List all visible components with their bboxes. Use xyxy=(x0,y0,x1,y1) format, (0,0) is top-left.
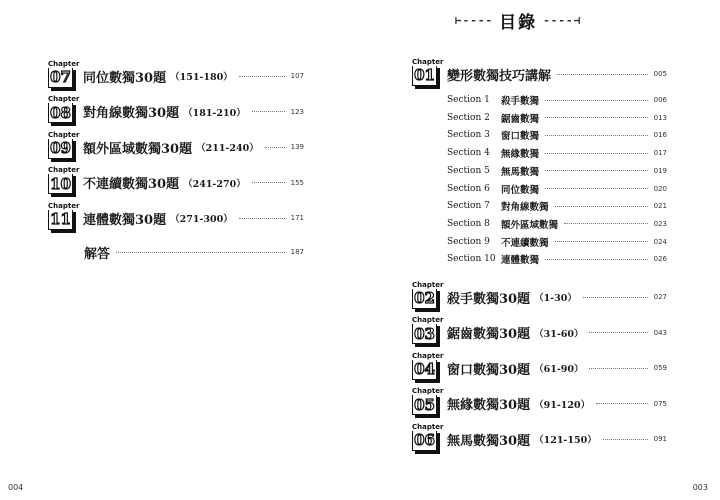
chapter-range: （271-300） xyxy=(170,214,233,225)
header-decoration-left: ⊢---- xyxy=(455,14,494,27)
chapter-badge xyxy=(48,95,80,125)
dot-leader xyxy=(545,117,648,118)
toc-entry-section[interactable] xyxy=(447,199,667,213)
chapter-badge xyxy=(412,422,444,453)
chapter-badge xyxy=(412,316,444,346)
header-decoration-right: ----⊣ xyxy=(543,14,582,27)
toc-entry-answers[interactable] xyxy=(84,238,304,266)
chapter-tag: Chapter xyxy=(412,351,444,360)
chapter-range: （91-120） xyxy=(534,399,591,411)
page-number: 026 xyxy=(653,255,667,264)
right-page xyxy=(360,0,720,500)
chapter-tag: Chapter xyxy=(48,166,80,174)
chapter-title: 額外區域數獨30題 xyxy=(83,141,193,157)
toc-entry-section[interactable] xyxy=(447,164,667,178)
page-number: 059 xyxy=(653,364,667,372)
page-number: 155 xyxy=(290,178,304,187)
chapter-tag: Chapter xyxy=(412,57,444,66)
section-label: Section 6 xyxy=(447,183,490,194)
dot-leader xyxy=(239,76,285,77)
section-label: Section 5 xyxy=(447,165,490,176)
toc-entry-chapter[interactable] xyxy=(412,422,667,453)
dot-leader xyxy=(545,100,648,101)
chapter-badge xyxy=(48,130,80,161)
chapter-tag: Chapter xyxy=(48,59,80,68)
chapter-tag: Chapter xyxy=(412,280,444,289)
chapter-range: （31-60） xyxy=(534,328,584,340)
page-number: 013 xyxy=(653,113,667,122)
chapter-title: 不連續數獨30題 xyxy=(83,177,180,192)
chapter-badge xyxy=(412,57,444,88)
chapter-number: 05 xyxy=(414,395,435,414)
chapter-tag: Chapter xyxy=(412,316,444,324)
dot-leader xyxy=(555,206,648,207)
dot-leader xyxy=(545,135,648,136)
dot-leader xyxy=(589,332,647,333)
chapter-tag: Chapter xyxy=(48,95,80,103)
dot-leader xyxy=(596,403,648,404)
chapter-title: 窗口數獨30題 xyxy=(447,362,531,378)
section-title: 鋸齒數獨 xyxy=(501,113,540,125)
section-label: Section 8 xyxy=(447,218,490,229)
dot-leader xyxy=(557,74,648,75)
chapter-tag: Chapter xyxy=(412,387,444,395)
chapter-tag: Chapter xyxy=(412,422,444,431)
dot-leader xyxy=(603,439,648,440)
page-number: 020 xyxy=(653,184,667,193)
section-title: 額外區域數獨 xyxy=(501,219,559,231)
dot-leader xyxy=(545,259,648,260)
toc-entry-chapter[interactable] xyxy=(412,280,667,311)
chapter-title: 同位數獨30題 xyxy=(83,70,167,86)
chapter-tag: Chapter xyxy=(48,130,80,139)
page-number: 017 xyxy=(653,149,667,158)
chapter-range: （211-240） xyxy=(196,143,259,154)
page-number: 187 xyxy=(290,248,304,256)
dot-leader xyxy=(545,153,648,154)
page-number: 006 xyxy=(653,96,667,104)
chapter-badge xyxy=(412,280,444,311)
chapter-badge xyxy=(412,387,444,417)
page-number: 107 xyxy=(290,72,304,80)
chapter-title: 無馬數獨30題 xyxy=(447,433,531,449)
toc-entry-section[interactable] xyxy=(447,146,667,160)
section-title: 對角線數獨 xyxy=(501,202,549,214)
toc-entry-chapter[interactable] xyxy=(412,351,667,382)
dot-leader xyxy=(265,147,285,148)
chapter-badge xyxy=(48,166,80,196)
chapter-range: （241-270） xyxy=(183,178,246,190)
dot-leader xyxy=(252,182,285,183)
chapter-number: 02 xyxy=(414,289,435,307)
dot-leader xyxy=(252,111,285,112)
chapter-badge xyxy=(48,201,80,232)
section-label: Section 7 xyxy=(447,201,490,212)
page-number: 091 xyxy=(653,435,667,443)
toc-entry-chapter[interactable] xyxy=(412,387,667,418)
answers-title: 解答 xyxy=(84,246,111,262)
page-number: 139 xyxy=(290,143,304,151)
dot-leader xyxy=(239,218,285,219)
dot-leader xyxy=(589,368,647,369)
section-title: 無緣數獨 xyxy=(501,149,540,161)
toc-entry-section[interactable] xyxy=(447,93,667,107)
toc-entry-chapter-01[interactable] xyxy=(412,57,667,88)
chapter-title: 對角線數獨30題 xyxy=(83,106,180,121)
chapter-number: 04 xyxy=(414,360,435,378)
section-label: Section 2 xyxy=(447,112,490,123)
dot-leader xyxy=(564,223,648,224)
chapter-number: 06 xyxy=(414,431,435,449)
toc-entry-chapter[interactable] xyxy=(48,201,304,232)
section-title: 不連續數獨 xyxy=(501,237,549,249)
toc-entry-chapter[interactable] xyxy=(412,316,667,347)
chapter-number: 09 xyxy=(50,139,71,157)
toc-entry-chapter[interactable] xyxy=(48,59,304,90)
chapter-number: 11 xyxy=(50,210,71,228)
chapter-range: （1-30） xyxy=(534,293,577,304)
toc-entry-section[interactable] xyxy=(447,252,667,266)
chapter-range: （181-210） xyxy=(183,107,246,119)
dot-leader xyxy=(545,188,648,189)
section-label: Section 9 xyxy=(447,236,490,247)
toc-entry-chapter[interactable] xyxy=(48,95,304,126)
chapter-range: （151-180） xyxy=(170,72,233,83)
chapter-title: 變形數獨技巧講解 xyxy=(447,68,552,84)
page-number: 005 xyxy=(653,70,667,78)
toc-entry-chapter[interactable] xyxy=(48,166,304,197)
chapter-badge xyxy=(412,351,444,382)
section-label: Section 1 xyxy=(447,95,490,105)
chapter-title: 無緣數獨30題 xyxy=(447,398,531,413)
dot-leader xyxy=(545,170,648,171)
page-number: 123 xyxy=(290,107,304,116)
chapter-badge xyxy=(48,59,80,90)
chapter-title: 連體數獨30題 xyxy=(83,212,167,228)
section-title: 連體數獨 xyxy=(501,255,540,267)
section-label: Section 3 xyxy=(447,130,490,141)
section-label: Section 10 xyxy=(447,254,496,265)
toc-entry-section[interactable] xyxy=(447,111,667,125)
chapter-number: 10 xyxy=(50,174,71,193)
page-number: 043 xyxy=(653,328,667,337)
page-number: 019 xyxy=(653,166,667,175)
toc-entry-section[interactable] xyxy=(447,217,667,231)
chapter-number: 08 xyxy=(50,103,71,122)
folio-right: 003 xyxy=(692,483,708,492)
chapter-title: 殺手數獨30題 xyxy=(447,291,531,307)
dot-leader xyxy=(583,297,648,298)
dot-leader xyxy=(555,241,648,242)
toc-entry-section[interactable] xyxy=(447,235,667,249)
section-label: Section 4 xyxy=(447,148,490,159)
toc-entry-chapter[interactable] xyxy=(48,130,304,161)
section-title: 殺手數獨 xyxy=(501,96,540,107)
section-title: 窗口數獨 xyxy=(501,131,540,143)
page-number: 021 xyxy=(653,202,667,211)
chapter-range: （121-150） xyxy=(534,435,597,446)
page-number: 171 xyxy=(290,214,304,222)
toc-entry-section[interactable] xyxy=(447,182,667,196)
page-number: 024 xyxy=(653,237,667,246)
chapter-title: 鋸齒數獨30題 xyxy=(447,327,531,342)
chapter-number: 03 xyxy=(414,324,435,343)
toc-entry-section[interactable] xyxy=(447,128,667,142)
chapter-tag: Chapter xyxy=(48,201,80,210)
page-title: 目錄 xyxy=(499,13,538,33)
toc-header xyxy=(455,8,581,33)
page-number: 027 xyxy=(653,293,667,301)
dot-leader xyxy=(116,252,285,253)
chapter-range: （61-90） xyxy=(534,364,584,375)
page-number: 016 xyxy=(653,131,667,140)
chapter-number: 01 xyxy=(414,66,435,84)
page-number: 023 xyxy=(653,219,667,228)
page-number: 075 xyxy=(653,399,667,408)
folio-left: 004 xyxy=(8,483,24,492)
section-title: 同位數獨 xyxy=(501,184,540,196)
section-title: 無馬數獨 xyxy=(501,166,540,178)
chapter-number: 07 xyxy=(50,68,71,86)
